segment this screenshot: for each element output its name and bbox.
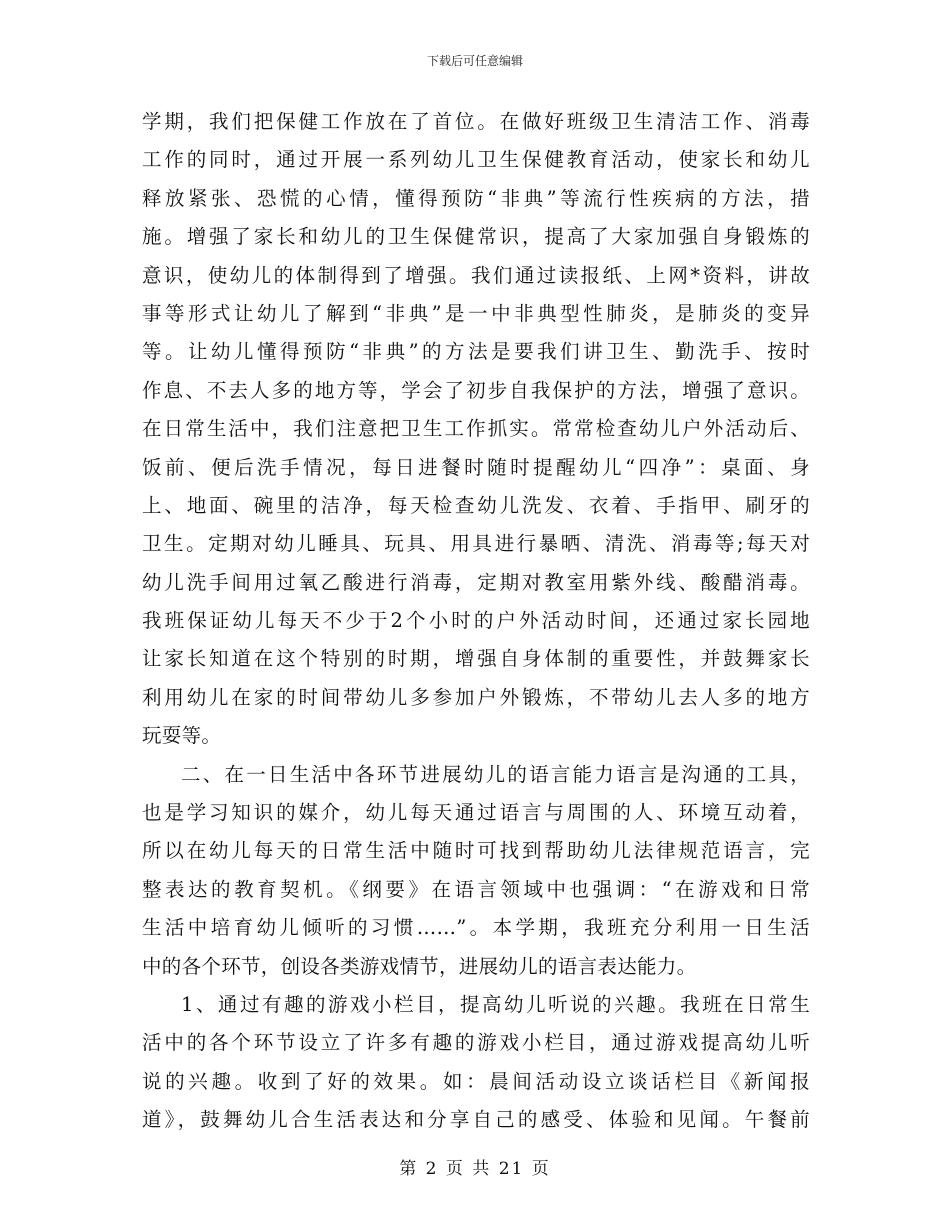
text-line: 幼儿洗手间用过氧乙酸进行消毒，定期对教室用紫外线、酸醋消毒。 — [142, 570, 810, 594]
text-line: 活中的各个环节设立了许多有趣的游戏小栏目，通过游戏提高幼儿听 — [142, 1031, 810, 1055]
text-line: 在日常生活中，我们注意把卫生工作抓实。常常检查幼儿户外活动后、 — [142, 417, 810, 441]
text-line: 上、地面、碗里的洁净，每天检查幼儿洗发、衣着、手指甲、刷牙的 — [142, 493, 810, 517]
text-line: 玩耍等。 — [142, 724, 222, 748]
text-line: 饭前、便后洗手情况，每日进餐时随时提醒幼儿“四净”：桌面、身 — [142, 455, 810, 479]
text-line: 学期，我们把保健工作放在了首位。在做好班级卫生清洁工作、消毒 — [142, 110, 810, 133]
text-line: 卫生。定期对幼儿睡具、玩具、用具进行暴晒、清洗、消毒等;每天对 — [142, 532, 810, 556]
text-line: 作息、不去人多的地方等，学会了初步自我保护的方法，增强了意识。 — [142, 378, 810, 402]
text-line: 我班保证幼儿每天不少于2个小时的户外活动时间，还通过家长园地 — [142, 609, 810, 633]
text-line: 道》，鼓舞幼儿合生活表达和分享自己的感受、体验和见闻。午餐前 — [142, 1108, 810, 1132]
text-line: 生活中培育幼儿倾听的习惯……”。本学期，我班充分利用一日生活 — [142, 916, 810, 940]
text-line: 1、通过有趣的游戏小栏目，提高幼儿听说的兴趣。我班在日常生 — [181, 992, 810, 1016]
text-line: 意识，使幼儿的体制得到了增强。我们通过读报纸、上网*资料，讲故 — [142, 263, 810, 287]
text-line: 利用幼儿在家的时间带幼儿多参加户外锻炼，不带幼儿去人多的地方 — [142, 685, 810, 709]
text-line: 整表达的教育契机。《纲要》在语言领域中也强调：“在游戏和日常 — [142, 877, 810, 901]
text-line: 等。让幼儿懂得预防“非典”的方法是要我们讲卫生、勤洗手、按时 — [142, 340, 810, 364]
text-line: 让家长知道在这个特别的时期，增强自身体制的重要性，并鼓舞家长 — [142, 647, 810, 671]
text-line: 释放紧张、恐慌的心情，懂得预防“非典”等流行性疾病的方法，措 — [142, 186, 810, 210]
text-line: 所以在幼儿每天的日常生活中随时可找到帮助幼儿法律规范语言，完 — [142, 839, 810, 863]
text-line: 施。增强了家长和幼儿的卫生保健常识，提高了大家加强自身锻炼的 — [142, 225, 810, 249]
text-line: 二、在一日生活中各环节进展幼儿的语言能力语言是沟通的工具， — [181, 762, 810, 786]
text-line: 工作的同时，通过开展一系列幼儿卫生保健教育活动，使家长和幼儿 — [142, 148, 810, 172]
text-line: 事等形式让幼儿了解到“非典”是一中非典型性肺炎，是肺炎的变异 — [142, 301, 810, 325]
text-line: 也是学习知识的媒介，幼儿每天通过语言与周围的人、环境互动着， — [142, 801, 810, 825]
document-body — [142, 103, 810, 1140]
page-number: 第 2 页 共 21 页 — [399, 1159, 551, 1179]
text-line: 说的兴趣。收到了好的效果。如：晨间活动设立谈话栏目《新闻报 — [142, 1069, 810, 1093]
text-line: 中的各个环节，创设各类游戏情节，进展幼儿的语言表达能力。 — [142, 954, 697, 978]
page-header: 下载后可任意编辑 — [426, 54, 523, 68]
